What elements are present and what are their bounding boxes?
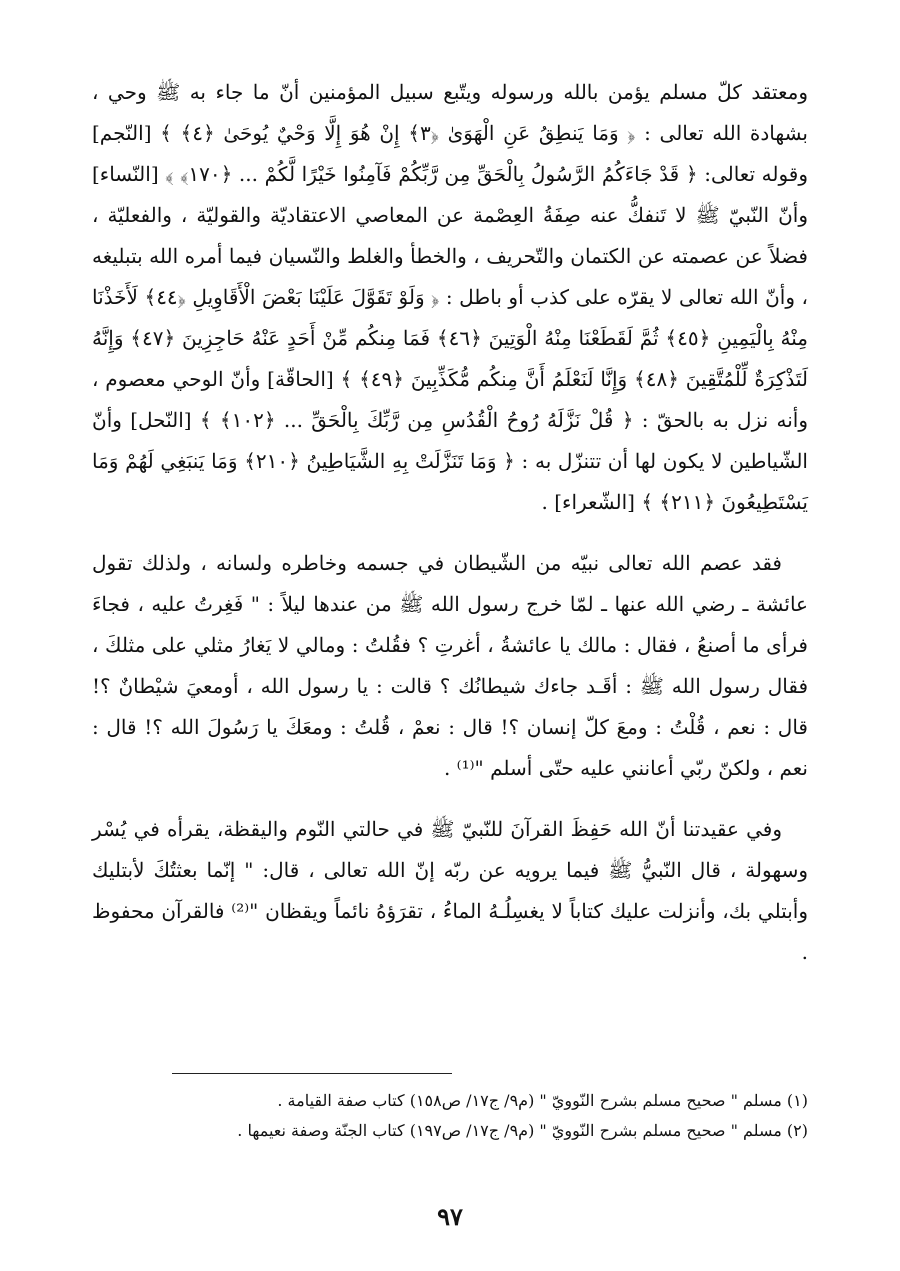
- footnotes: [92, 1086, 808, 1146]
- paragraph-quran-preserved: وفي عقيدتنا أنّ الله حَفِظَ القرآنَ للنّبيّ ﷺ في حالتي النّوم واليقظة، يقرأه في يُسْر وسهولة ، قال النّبيُّ ﷺ فيما يرويه عن ربّه إنّ الله تعالى ، قال: " إنّما بعثتُكَ لأبتليك وأبتلي بك، وأنزلت عليك كتاباً لا يغسِلُـهُ الماءُ ، تقرَؤهُ نائماً ويقظان "⁽²⁾ فالقرآن محفوظ .: [92, 817, 809, 964]
- paragraph-revelation: ومعتقد كلّ مسلم يؤمن بالله ورسوله ويتّبع سبيل المؤمنين أنّ ما جاء به ﷺ وحي ، بشهادة الله تعالى : ﴿ وَمَا يَنطِقُ عَنِ الْهَوَىٰ ﴿٣﴾ إِنْ هُوَ إِلَّا وَحْيٌ يُوحَىٰ ﴿٤﴾ ﴾ [النّجم] وقوله تعالى: ﴿ قَدْ جَاءَكُمُ الرَّسُولُ بِالْحَقِّ مِن رَّبِّكُمْ فَآمِنُوا خَيْرًا لَّكُمْ ... ﴿١٧٠﴾ ﴾ [النّساء] وأنّ النّبيّ ﷺ لا تَنفكُّ عنه صِفَةُ العِصْمة عن المعاصي الاعتقاديّة والقوليّة ، والفعليّة ، فضلاً عن عصمته عن الكتمان والتّحريف ، والخطأ والغلط والنّسيان فيما أمره الله بتبليغه ، وأنّ الله تعالى لا يقرّه على كذب أو باطل : ﴿ وَلَوْ تَقَوَّلَ عَلَيْنَا بَعْضَ الْأَقَاوِيلِ ﴿٤٤﴾ لَأَخَذْنَا مِنْهُ بِالْيَمِينِ ﴿٤٥﴾ ثُمَّ لَقَطَعْنَا مِنْهُ الْوَتِينَ ﴿٤٦﴾ فَمَا مِنكُم مِّنْ أَحَدٍ عَنْهُ حَاجِزِينَ ﴿٤٧﴾ وَإِنَّهُ لَتَذْكِرَةٌ لِّلْمُتَّقِينَ ﴿٤٨﴾ وَإِنَّا لَنَعْلَمُ أَنَّ مِنكُم مُّكَذِّبِينَ ﴿٤٩﴾ ﴾ [الحاقّة] وأنّ الوحي معصوم ، وأنه نزل به بالحقّ : ﴿ قُلْ نَزَّلَهُ رُوحُ الْقُدُسِ مِن رَّبِّكَ بِالْحَقِّ ... ﴿١٠٢﴾ ﴾ [النّحل] وأنّ الشّياطين لا يكون لها أن تتنزّل به : ﴿ وَمَا تَنَزَّلَتْ بِهِ الشَّيَاطِينُ ﴿٢١٠﴾ وَمَا يَنبَغِي لَهُمْ وَمَا يَسْتَطِيعُونَ ﴿٢١١﴾ ﴾ [الشّعراء] .: [92, 80, 809, 514]
- body-text: [92, 72, 808, 973]
- paragraph-aisha-hadith: فقد عصم الله تعالى نبيّه من الشّيطان في جسمه وخاطره ولسانه ، ولذلك تقول عائشة ـ رضي الله عنها ـ لمّا خرج رسول الله ﷺ من عندها ليلاً : " فَغِرتُ عليه ، فجاءَ فرأى ما أصنعُ ، فقال : مالك يا عائشةُ ، أغرتِ ؟ فقُلتُ : ومالي لا يَغارُ مثلي على مثلكَ ، فقال رسول الله ﷺ : أقَـد جاءك شيطانُك ؟ قالت : يا رسول الله ، أومعيَ شيْطانٌ ؟! قال : نعم ، قُلْتُ : ومعَ كلّ إنسان ؟! قال : نعمْ ، قُلتُ : ومعَكَ يا رَسُولَ الله ؟! قال : نعم ، ولكنّ ربّي أعانني عليه حتّى أسلم "⁽¹⁾ .: [92, 551, 809, 780]
- footnote-2: (٢) مسلم " صحيح مسلم بشرح النّوويّ " (م٩/ ج١٧/ ص١٩٧) كتاب الجنّة وصفة نعيمها .: [237, 1121, 808, 1140]
- page-number: ٩٧: [437, 1202, 463, 1231]
- footnote-1: (١) مسلم " صحيح مسلم بشرح النّوويّ " (م٩/ ج١٧/ ص١٥٨) كتاب صفة القيامة .: [277, 1091, 808, 1110]
- footnote-divider: [172, 1073, 452, 1074]
